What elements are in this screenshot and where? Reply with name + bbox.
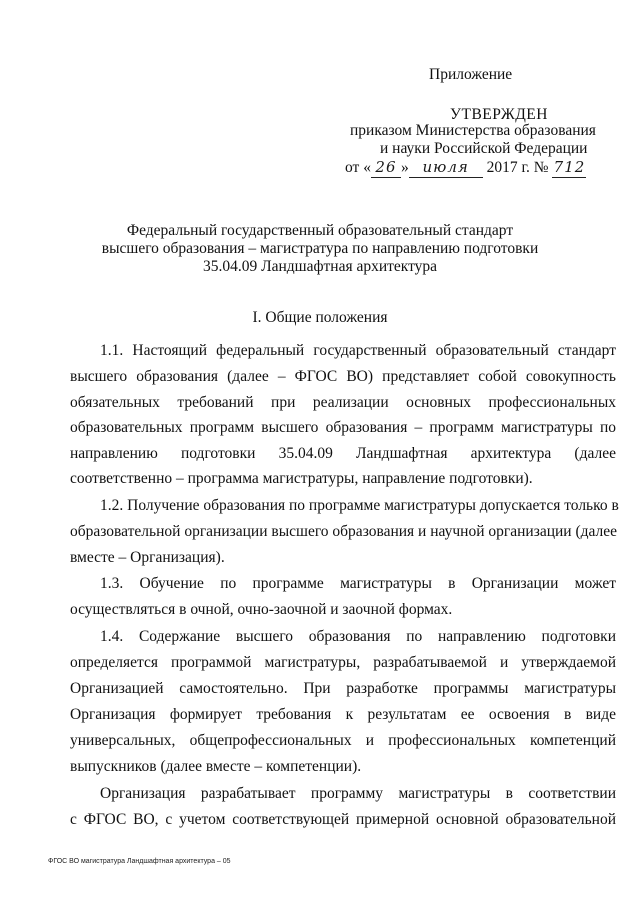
standard-title: [0, 222, 640, 276]
text-line: соответственно – программа магистратуры, направление подготовки).: [70, 470, 533, 487]
text-line: высшего образования (далее – ФГОС ВО) представляет собой совокупность: [70, 368, 616, 385]
text-line: Организация формирует требования к результатам ее освоения в виде: [70, 706, 616, 723]
date-day-blank: [371, 158, 401, 178]
approved-heading: УТВЕРЖДЕН: [450, 106, 548, 123]
text-line: направлению подготовки 35.04.09 Ландшафтная архитектура (далее: [70, 445, 616, 462]
date-prefix: от «: [345, 159, 371, 176]
text-line: 1.1. Настоящий федеральный государственный образовательный стандарт: [100, 342, 616, 359]
section-title: I. Общие положения: [252, 309, 388, 326]
text-line: с ФГОС ВО, с учетом соответствующей примерной основной образовательной: [70, 811, 616, 828]
date-month-handwritten: июля: [422, 158, 469, 176]
text-line: образовательной организации высшего образования и научной организации (далее: [70, 523, 618, 540]
order-date-line: [345, 158, 586, 178]
date-year: 2017 г. №: [486, 159, 549, 176]
text-line: Организация разрабатывает программу магистратуры в соответствии: [100, 785, 616, 802]
order-line-1: приказом Министерства образования: [350, 122, 596, 139]
text-line: осуществляться в очной, очно-заочной и заочной формах.: [70, 601, 453, 618]
text-line: 1.4. Содержание высшего образования по направлению подготовки: [100, 628, 616, 645]
text-line: 1.2. Получение образования по программе магистратуры допускается только в: [100, 497, 619, 514]
text-line: выпускников (далее вместе – компетенции).: [70, 758, 362, 775]
text-line: универсальных, общепрофессиональных и профессиональных компетенций: [70, 732, 616, 749]
page-footer: ФГОС ВО магистратура Ландшафтная архитектура – 05: [48, 858, 231, 865]
standard-title-line-2: высшего образования – магистратура по направлению подготовки: [101, 240, 539, 257]
date-mid: »: [400, 159, 409, 176]
standard-title-line-1: Федеральный государственный образовательный стандарт: [126, 222, 514, 239]
text-line: вместе – Организация).: [70, 549, 225, 566]
text-line: обязательных требований при реализации основных профессиональных: [70, 394, 616, 411]
order-line-2: и науки Российской Федерации: [380, 140, 588, 157]
text-line: образовательных программ высшего образования – программ магистратуры по: [70, 419, 616, 436]
text-line: определяется программой магистратуры, разрабатываемой и утверждаемой: [70, 654, 616, 671]
order-number-handwritten: 712: [553, 158, 586, 176]
text-line: 1.3. Обучение по программе магистратуры в Организации может: [100, 575, 616, 592]
order-number-blank: [552, 158, 586, 178]
date-day-handwritten: 26: [375, 158, 397, 176]
date-month-blank: [409, 158, 483, 178]
text-line: Организацией самостоятельно. При разработке программы магистратуры: [70, 680, 616, 697]
appendix-label: Приложение: [429, 66, 513, 83]
standard-title-line-3: 35.04.09 Ландшафтная архитектура: [202, 258, 438, 275]
